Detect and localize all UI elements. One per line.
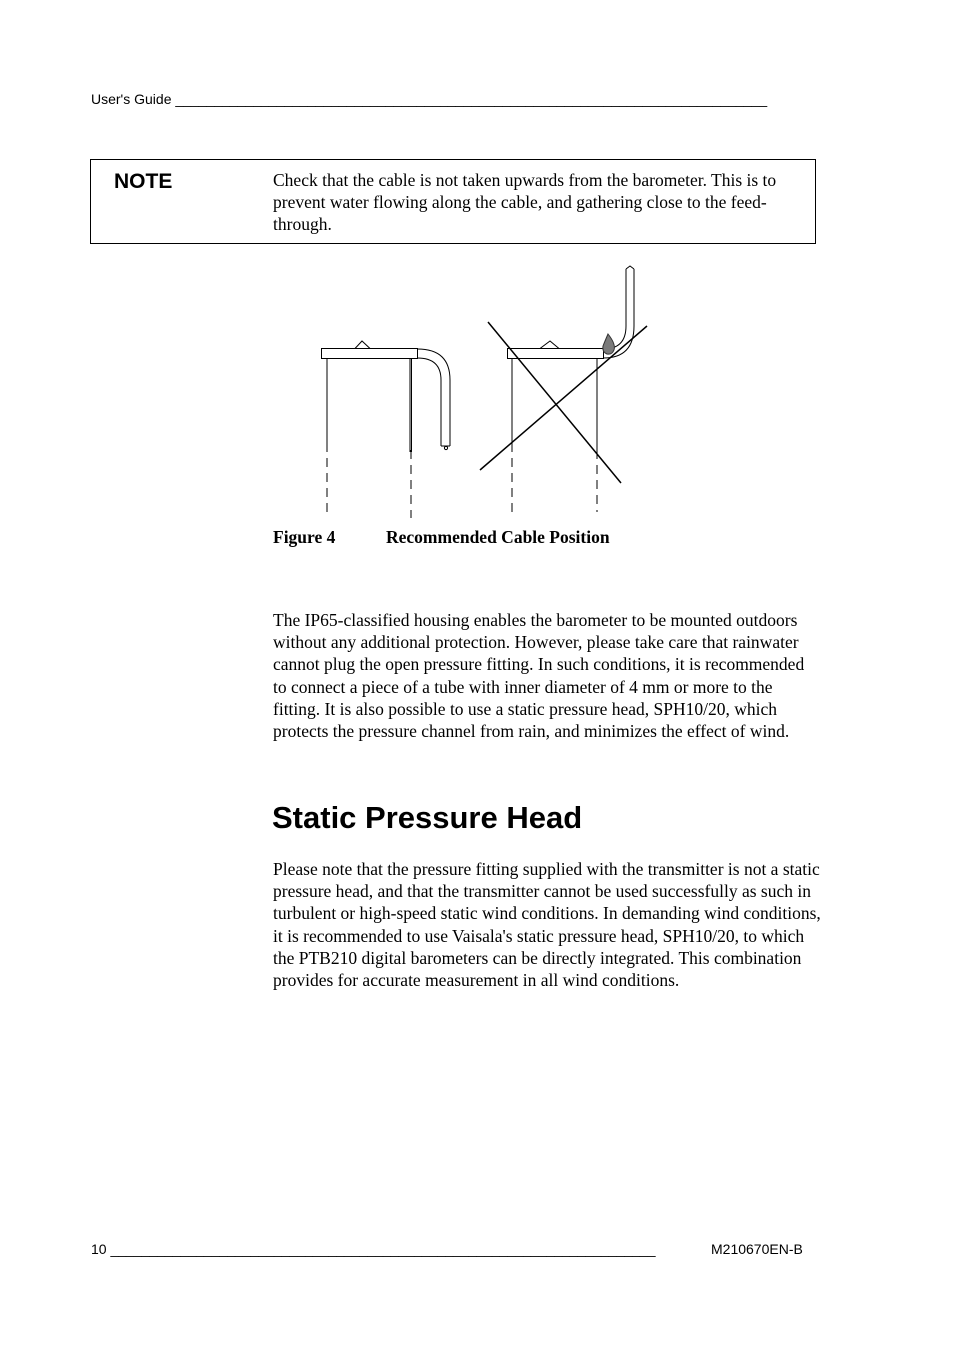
- barometer-top-plate: [322, 349, 418, 359]
- footer-rule: ______________________________________________________________________: [110, 1241, 656, 1257]
- water-drop-icon: [603, 334, 615, 354]
- cable-position-figure: [300, 262, 660, 522]
- header-title: User's Guide: [91, 91, 172, 107]
- figure-number: Figure 4: [273, 527, 336, 547]
- body-paragraph-2: Please note that the pressure fitting supplied with the transmitter is not a static pressure head, and that the transmitter cannot be used successfully as such in turbulent or high-speed static wind conditions. In demanding wind conditions, it is recommended to use Vaisala's static pressure head, SPH10/20, to which the PTB210 digital barometers can be directly integrated. This combination provides for accurate measurement in all wind conditions.: [273, 859, 821, 991]
- note-text: Check that the cable is not taken upwards from the barometer. This is to prevent water flowing along the cable, and gathering close to the feed-through.: [273, 170, 777, 234]
- page-header: [91, 91, 815, 107]
- note-box: [90, 159, 816, 244]
- cable-downward: [418, 349, 451, 446]
- figure-caption: [273, 527, 610, 548]
- document-code: M210670EN-B: [711, 1241, 803, 1257]
- cross-line-2: [480, 326, 647, 470]
- header-rule: ____________________________________________________________________________: [175, 91, 768, 107]
- figure-title: Recommended Cable Position: [386, 527, 610, 547]
- pressure-fitting: [355, 341, 370, 349]
- page-footer-left: [91, 1241, 706, 1257]
- body-paragraph-1: The IP65-classified housing enables the barometer to be mounted outdoors without any additional protection. However, please take care that rainwater cannot plug the open pressure fitting. In such conditions, it is recommended to connect a piece of a tube with inner diameter of 4 mm or more to the fitting. It is also possible to use a static pressure head, SPH10/20, which protects the pressure channel from rain, and minimizes the effect of wind.: [273, 610, 805, 742]
- note-label: NOTE: [114, 170, 173, 193]
- wrong-barometer-drawing: [480, 266, 647, 512]
- recommended-barometer-drawing: [322, 341, 451, 518]
- barometer-top-plate-wrong: [508, 349, 604, 359]
- page-number: 10: [91, 1241, 107, 1257]
- cross-line-1: [488, 322, 621, 483]
- section-title: Static Pressure Head: [272, 800, 583, 835]
